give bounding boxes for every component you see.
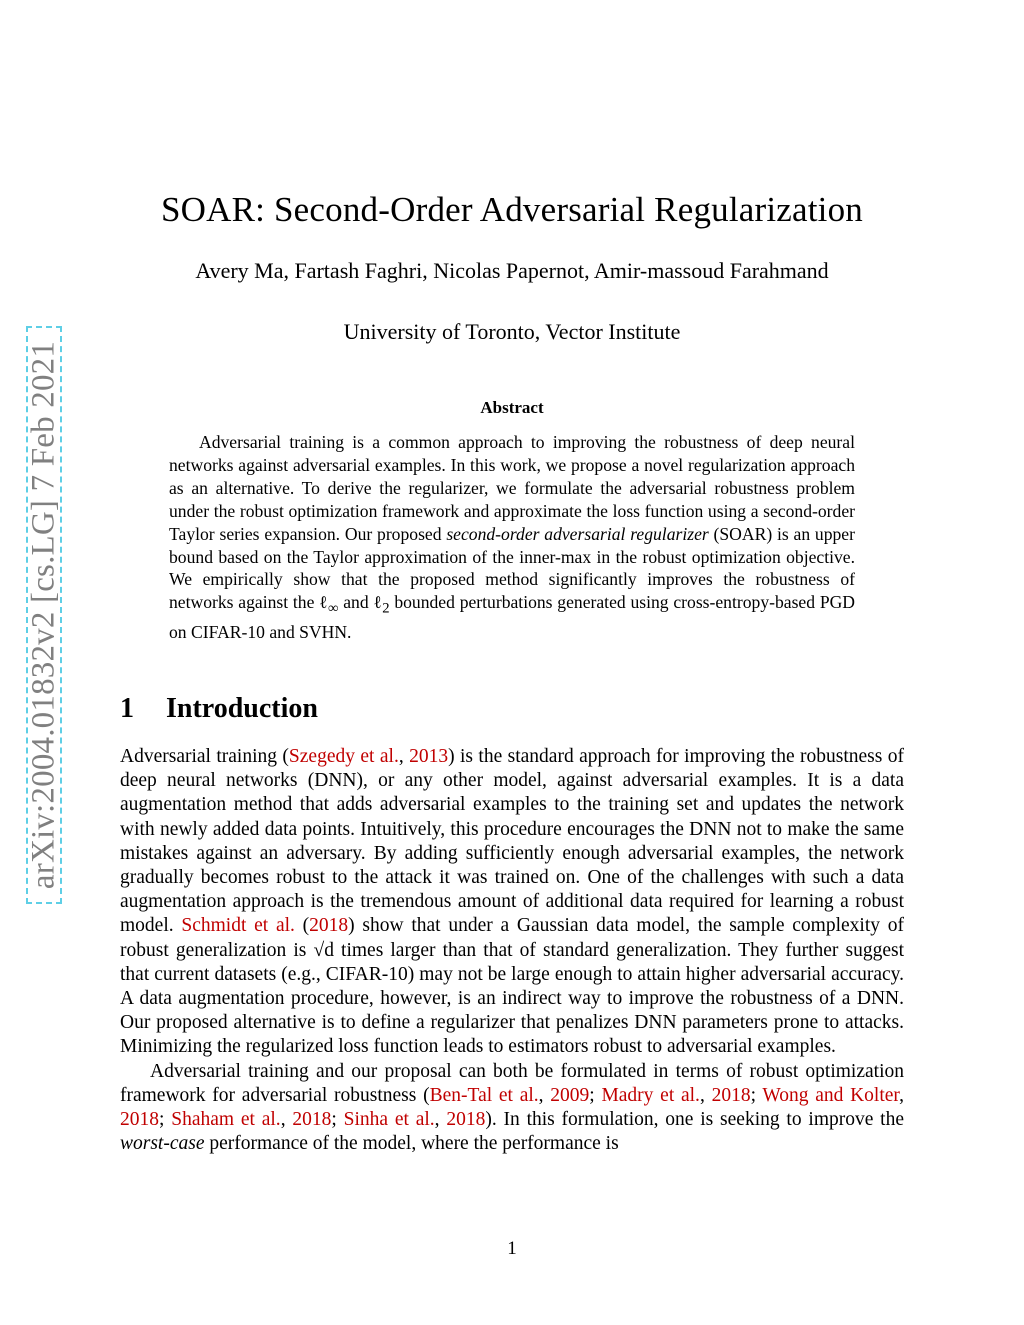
- citation-link[interactable]: Madry et al.: [601, 1084, 700, 1106]
- intro-paragraph-1: [120, 745, 904, 1060]
- text: ). In this formulation, one is seeking to improve the: [485, 1109, 905, 1131]
- introduction-body: [120, 745, 904, 1156]
- page-number: 1: [507, 1238, 517, 1259]
- affiliation: University of Toronto, Vector Institute: [343, 319, 681, 344]
- text: ;: [589, 1084, 602, 1106]
- intro-paragraph-2: [120, 1060, 904, 1157]
- text: ;: [331, 1109, 344, 1131]
- abstract-text-2: (SOAR) is an upper bound based on the Taylor approximation of the inner-max in the robust optimization objective. We empirically show that the proposed method significantly improves the robustness of networks against the ℓ: [169, 523, 855, 613]
- text: ,: [280, 1109, 293, 1131]
- abstract-paragraph: [169, 431, 855, 644]
- text: ,: [434, 1109, 447, 1131]
- citation-link[interactable]: Shaham et al.: [171, 1109, 281, 1131]
- citation-year-link[interactable]: 2018: [292, 1109, 332, 1131]
- text: ;: [750, 1084, 763, 1106]
- citation-year-link[interactable]: 2018: [711, 1084, 751, 1106]
- text: ,: [699, 1084, 712, 1106]
- citation-year-link[interactable]: 2009: [550, 1084, 590, 1106]
- abstract-text-1: Adversarial training is a common approach to improving the robustness of deep neural networks against adversarial examples. In this work, we propose a novel regularization approach as an alternative. To derive the regularizer, we formulate the adversarial robustness problem under the robust optimization framework and approximate the loss function using a second-order Taylor series expansion. Our proposed: [169, 432, 855, 544]
- linf-subscript: ∞: [327, 600, 339, 617]
- abstract-heading: Abstract: [480, 398, 544, 417]
- text: ) show that under a Gaussian data model, the sample complexity of robust generalization is √d times larger than that of standard generalization. They further suggest that current datasets (e.g., CIFAR-10) may not be large enough to attain higher adversarial accuracy. A data augmentation procedure, however, is an indirect way to improve the robustness of a DNN. Our proposed alternative is to define a regularizer that penalizes DNN parameters prone to attacks. Minimizing the regularized loss function leads to estimators robust to adversarial examples.: [120, 915, 904, 1058]
- text: performance of the model, where the performance is: [204, 1133, 619, 1155]
- citation-link[interactable]: Szegedy et al.: [288, 746, 399, 767]
- section-number: 1: [120, 693, 134, 724]
- author-list: Avery Ma, Fartash Faghri, Nicolas Papernot, Amir-massoud Farahmand: [195, 258, 829, 283]
- citation-year-link[interactable]: 2018: [120, 1109, 159, 1131]
- text: Adversarial training and our proposal can both be formulated in terms of robust optimization framework for adversarial robustness (: [120, 1060, 904, 1106]
- text: ,: [398, 746, 410, 767]
- text: ,: [899, 1084, 905, 1106]
- emphasis: worst-case: [120, 1133, 205, 1155]
- l2-subscript: 2: [382, 600, 390, 617]
- section-title: Introduction: [166, 693, 318, 724]
- abstract-body: [169, 431, 855, 644]
- abstract-emphasis: second-order adversarial regularizer: [446, 523, 709, 544]
- citation-link[interactable]: Wong and Kolter: [762, 1084, 900, 1106]
- citation-link[interactable]: Sinha et al.: [343, 1109, 435, 1131]
- citation-link[interactable]: Schmidt et al.: [181, 915, 295, 937]
- text: Adversarial training (: [120, 746, 289, 767]
- citation-year-link[interactable]: 2018: [446, 1109, 486, 1131]
- citation-year-link[interactable]: 2018: [309, 915, 349, 937]
- text: (: [294, 915, 310, 937]
- paper-title: SOAR: Second-Order Adversarial Regularization: [160, 190, 863, 229]
- abstract-text-3: and ℓ: [338, 592, 383, 613]
- text: ,: [538, 1084, 551, 1106]
- citation-link[interactable]: Ben-Tal et al.: [429, 1084, 539, 1106]
- arxiv-stamp[interactable]: [26, 326, 62, 904]
- section-heading-introduction: [120, 693, 904, 725]
- arxiv-identifier[interactable]: arXiv:2004.01832v2 [cs.LG] 7 Feb 2021: [25, 340, 62, 890]
- text: ) is the standard approach for improving the robustness of deep neural networks (DNN), or any other model, against adversarial examples. It is a data augmentation method that adds adversarial examples to the training set and updates the network with newly added data points. Intuitively, this procedure encourages the DNN not to make the same mistakes against an adversary. By adding sufficiently enough adversarial examples, the network gradually becomes robust to the attack it was trained on. One of the challenges with such a data augmentation approach is the tremendous amount of additional data required for learning a robust model.: [120, 746, 904, 937]
- text: ;: [159, 1109, 172, 1131]
- citation-year-link[interactable]: 2013: [409, 746, 449, 767]
- abstract-text-4: bounded perturbations generated using cross-entropy-based PGD on CIFAR-10 and SVHN.: [169, 592, 856, 642]
